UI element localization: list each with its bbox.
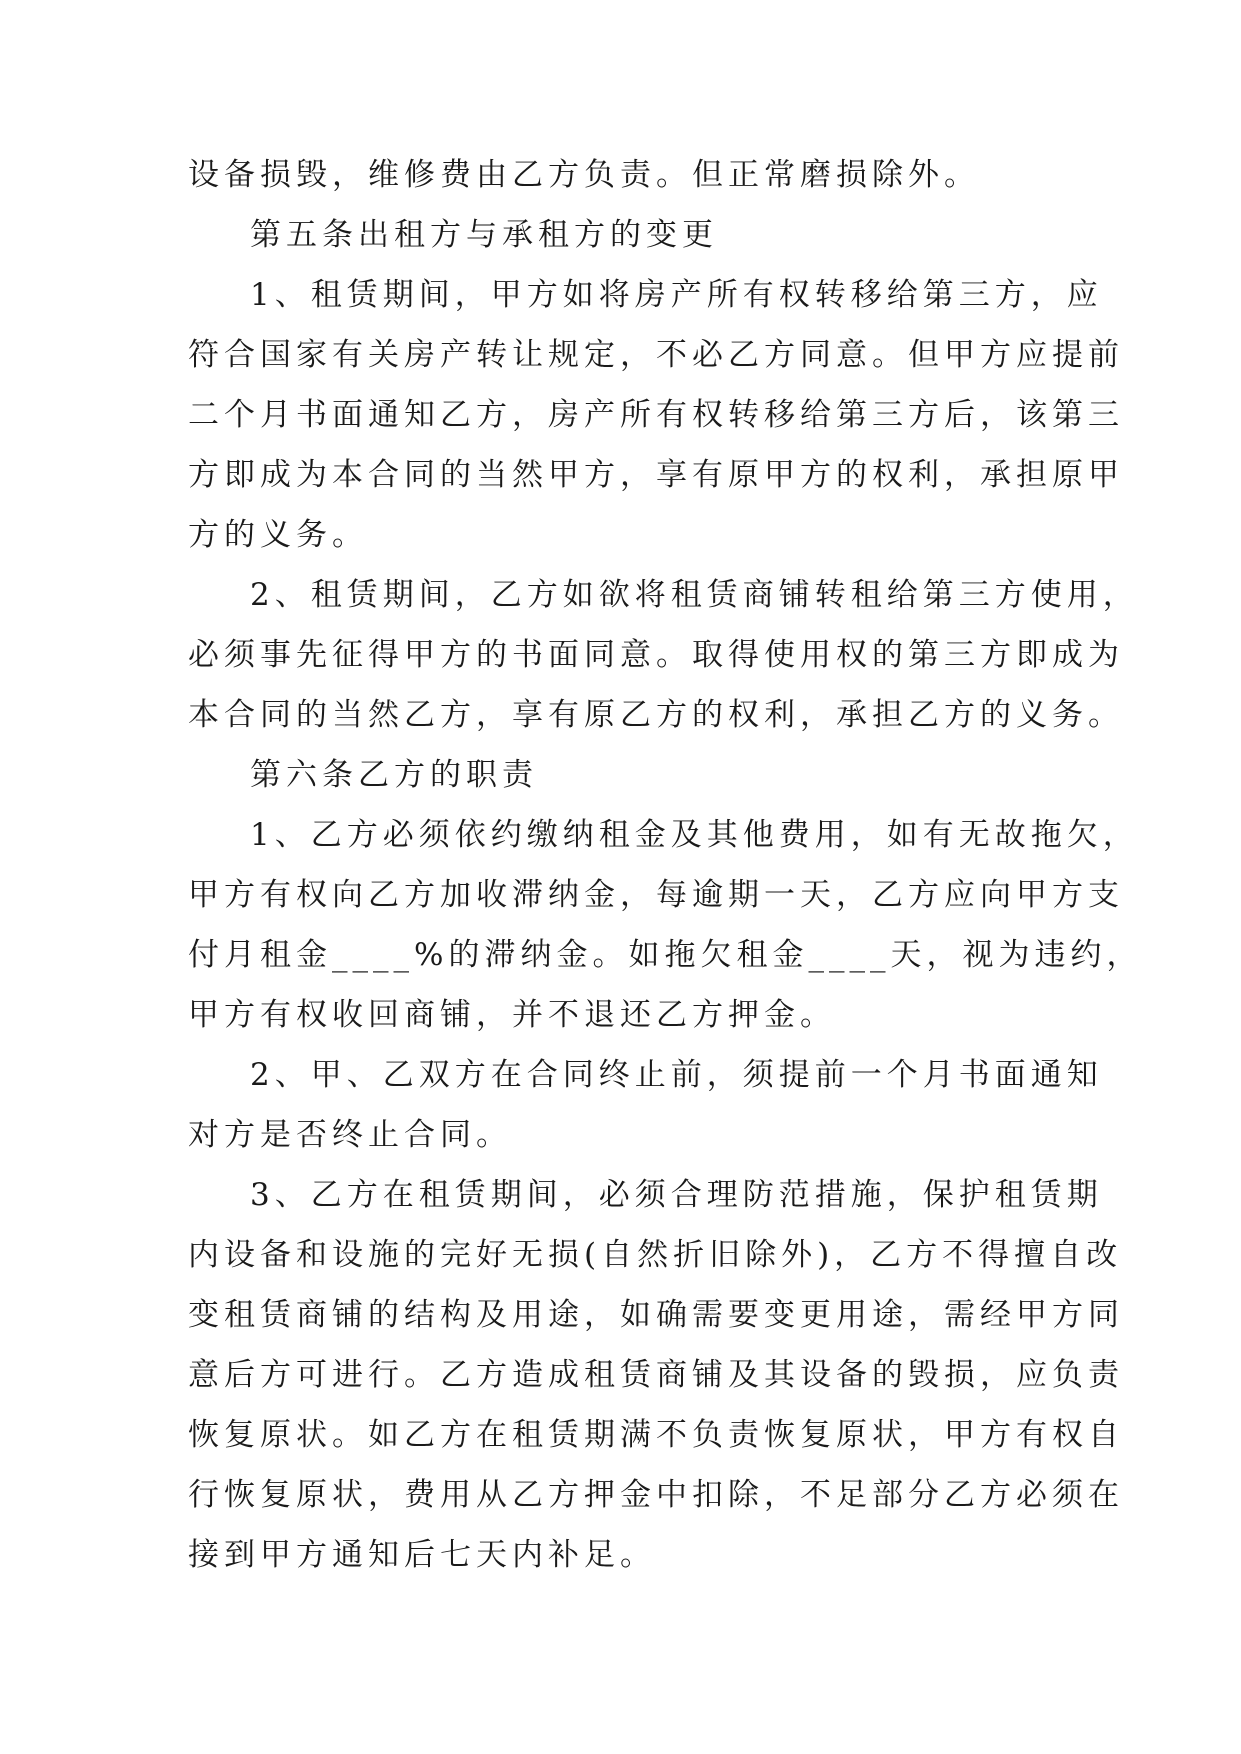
text-line: 3、乙方在租赁期间，必须合理防范措施，保护租赁期 bbox=[250, 1177, 1103, 1213]
text-line: 本合同的当然乙方，享有原乙方的权利，承担乙方的义务。 bbox=[188, 697, 1124, 733]
text-line: 对方是否终止合同。 bbox=[188, 1117, 512, 1153]
text-line: 符合国家有关房产转让规定，不必乙方同意。但甲方应提前 bbox=[188, 337, 1124, 373]
text-line: 2、甲、乙双方在合同终止前，须提前一个月书面通知 bbox=[250, 1057, 1103, 1093]
section-heading: 第五条出租方与承租方的变更 bbox=[250, 217, 718, 253]
section-heading: 第六条乙方的职责 bbox=[250, 757, 538, 793]
text-line: 变租赁商铺的结构及用途，如确需要变更用途，需经甲方同 bbox=[188, 1297, 1124, 1333]
text-line: 2、租赁期间，乙方如欲将租赁商铺转租给第三方使用， bbox=[250, 577, 1139, 613]
text-line: 二个月书面通知乙方，房产所有权转移给第三方后，该第三 bbox=[188, 397, 1124, 433]
text-line: 意后方可进行。乙方造成租赁商铺及其设备的毁损，应负责 bbox=[188, 1357, 1124, 1393]
text-line: 1、租赁期间，甲方如将房产所有权转移给第三方，应 bbox=[250, 277, 1103, 313]
text-line: 必须事先征得甲方的书面同意。取得使用权的第三方即成为 bbox=[188, 637, 1124, 673]
text-line: 甲方有权收回商铺，并不退还乙方押金。 bbox=[188, 997, 836, 1033]
text-line: 内设备和设施的完好无损(自然折旧除外)，乙方不得擅自改 bbox=[188, 1237, 1123, 1273]
text-line: 接到甲方通知后七天内补足。 bbox=[188, 1537, 656, 1573]
text-line: 行恢复原状，费用从乙方押金中扣除，不足部分乙方必须在 bbox=[188, 1477, 1124, 1513]
text-line: 甲方有权向乙方加收滞纳金，每逾期一天，乙方应向甲方支 bbox=[188, 877, 1124, 913]
text-line: 付月租金____%的滞纳金。如拖欠租金____天，视为违约， bbox=[188, 937, 1143, 973]
text-line: 1、乙方必须依约缴纳租金及其他费用，如有无故拖欠， bbox=[250, 817, 1139, 853]
text-line: 方的义务。 bbox=[188, 517, 368, 553]
text-line: 设备损毁，维修费由乙方负责。但正常磨损除外。 bbox=[188, 157, 980, 193]
text-line: 恢复原状。如乙方在租赁期满不负责恢复原状，甲方有权自 bbox=[188, 1417, 1124, 1453]
text-line: 方即成为本合同的当然甲方，享有原甲方的权利，承担原甲 bbox=[188, 457, 1124, 493]
